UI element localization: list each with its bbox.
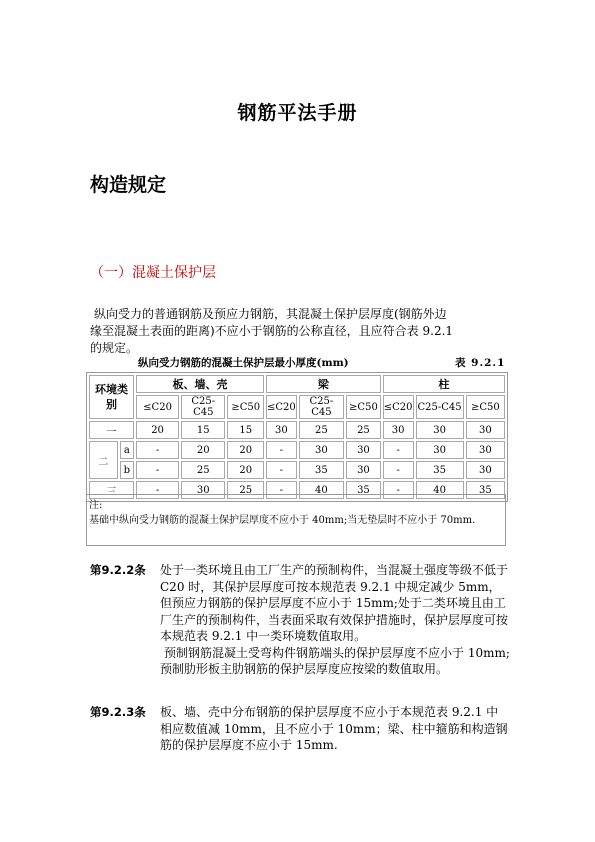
value-cell: 20 [227, 441, 264, 459]
value-cell: 30 [466, 421, 505, 439]
value-cell: 30 [346, 441, 381, 459]
cover-thickness-table [86, 372, 508, 502]
value-cell: 30 [383, 421, 414, 439]
grade-cell: C25-C45 [416, 395, 464, 419]
document-title: 钢筋平法手册 [237, 102, 358, 124]
value-cell: 25 [227, 481, 264, 499]
table-number: 表 9.2.1 [455, 357, 506, 369]
value-cell: 30 [416, 421, 464, 439]
table-row [89, 441, 505, 459]
value-cell: - [136, 481, 179, 499]
value-cell: 30 [266, 421, 297, 439]
value-cell: 25 [181, 461, 225, 479]
grade-cell: ≥C50 [466, 395, 505, 419]
note-text: 基础中纵向受力钢筋的混凝土保护层厚度不应小于 40mm;当无垫层时不应小于 70mm. [89, 515, 476, 526]
value-cell: 35 [416, 461, 464, 479]
value-cell: 20 [181, 441, 225, 459]
grade-cell: C25-C45 [181, 395, 225, 419]
grade-cell: ≤C20 [136, 395, 179, 419]
env-cell: 二 [89, 441, 118, 479]
group-header-cell: 板、墙、壳 [136, 375, 264, 393]
grade-cell: ≥C50 [346, 395, 381, 419]
table-header-row [89, 375, 505, 393]
subsection-heading: （一）混凝土保护层 [90, 265, 216, 281]
value-cell: 35 [346, 481, 381, 499]
clause-number: 第9.2.3条 [90, 705, 146, 719]
intro-line: 的规定。 [90, 341, 139, 355]
env-sub-cell: a [120, 441, 134, 459]
clause-body [160, 704, 510, 754]
value-cell: 20 [227, 461, 264, 479]
grade-cell: ≥C50 [227, 395, 264, 419]
table-grade-row [89, 395, 505, 419]
table-row [89, 421, 505, 439]
env-cell: 一 [89, 421, 134, 439]
env-header-cell: 环境类别 [89, 375, 134, 419]
value-cell: - [266, 461, 297, 479]
intro-line: 缘至混凝土表面的距离)不应小于钢筋的公称直径，且应符合表 9.2.1 [90, 324, 454, 338]
clause-number: 第9.2.2条 [90, 563, 146, 577]
section-heading: 构造规定 [90, 174, 167, 196]
grade-cell: C25-C45 [299, 395, 344, 419]
clause-paragraph: 板、墙、壳中分布钢筋的保护层厚度不应小于本规范表 9.2.1 中相应数值减 10mm，且不应小于 10mm；梁、柱中箍筋和构造钢筋的保护层厚度不应小于 15mm. [160, 705, 508, 752]
value-cell: 30 [466, 441, 505, 459]
value-cell: 30 [181, 481, 225, 499]
value-cell: 30 [346, 461, 381, 479]
value-cell: 40 [299, 481, 344, 499]
note-label: 注: [89, 500, 103, 511]
clause-body [160, 562, 510, 678]
value-cell: 15 [227, 421, 264, 439]
grade-cell: ≤C20 [383, 395, 414, 419]
table-row [89, 461, 505, 479]
clause-paragraph: 处于一类环境且由工厂生产的预制构件，当混凝土强度等级不低于 C20 时，其保护层厚度可按本规范表 9.2.1 中规定减少 5mm，但预应力钢筋的保护层厚度不应小于 15mm;处于二类环境且由工厂生产的预制构件，当表面采取有效保护措施时，保护层厚度可按本规范表 9.2.1 中一类环境数值取用。 [160, 563, 509, 643]
value-cell: 30 [466, 461, 505, 479]
group-header-cell: 梁 [266, 375, 381, 393]
value-cell: - [136, 461, 179, 479]
value-cell: - [136, 441, 179, 459]
intro-paragraph [90, 306, 510, 357]
value-cell: 20 [136, 421, 179, 439]
value-cell: - [383, 441, 414, 459]
value-cell: 40 [416, 481, 464, 499]
value-cell: 15 [181, 421, 225, 439]
value-cell: 30 [416, 441, 464, 459]
intro-line: 纵向受力的普通钢筋及预应力钢筋，其混凝土保护层厚度(钢筋外边 [94, 307, 447, 321]
value-cell: 35 [466, 481, 505, 499]
group-header-cell: 柱 [383, 375, 505, 393]
table-note [86, 494, 506, 546]
value-cell: - [383, 461, 414, 479]
value-cell: 30 [299, 441, 344, 459]
grade-cell: ≤C20 [266, 395, 297, 419]
env-sub-cell: b [120, 461, 134, 479]
value-cell: 25 [346, 421, 381, 439]
value-cell: 25 [299, 421, 344, 439]
value-cell: 35 [299, 461, 344, 479]
value-cell: - [266, 481, 297, 499]
env-cell: 三 [89, 481, 134, 499]
value-cell: - [383, 481, 414, 499]
table-caption: 纵向受力钢筋的混凝土保护层最小厚度(mm) [138, 357, 349, 369]
value-cell: - [266, 441, 297, 459]
clause-paragraph: 预制钢筋混凝土受弯构件钢筋端头的保护层厚度不应小于 10mm;预制肋形板主肋钢筋的保护层厚度应按梁的数值取用。 [160, 645, 510, 676]
